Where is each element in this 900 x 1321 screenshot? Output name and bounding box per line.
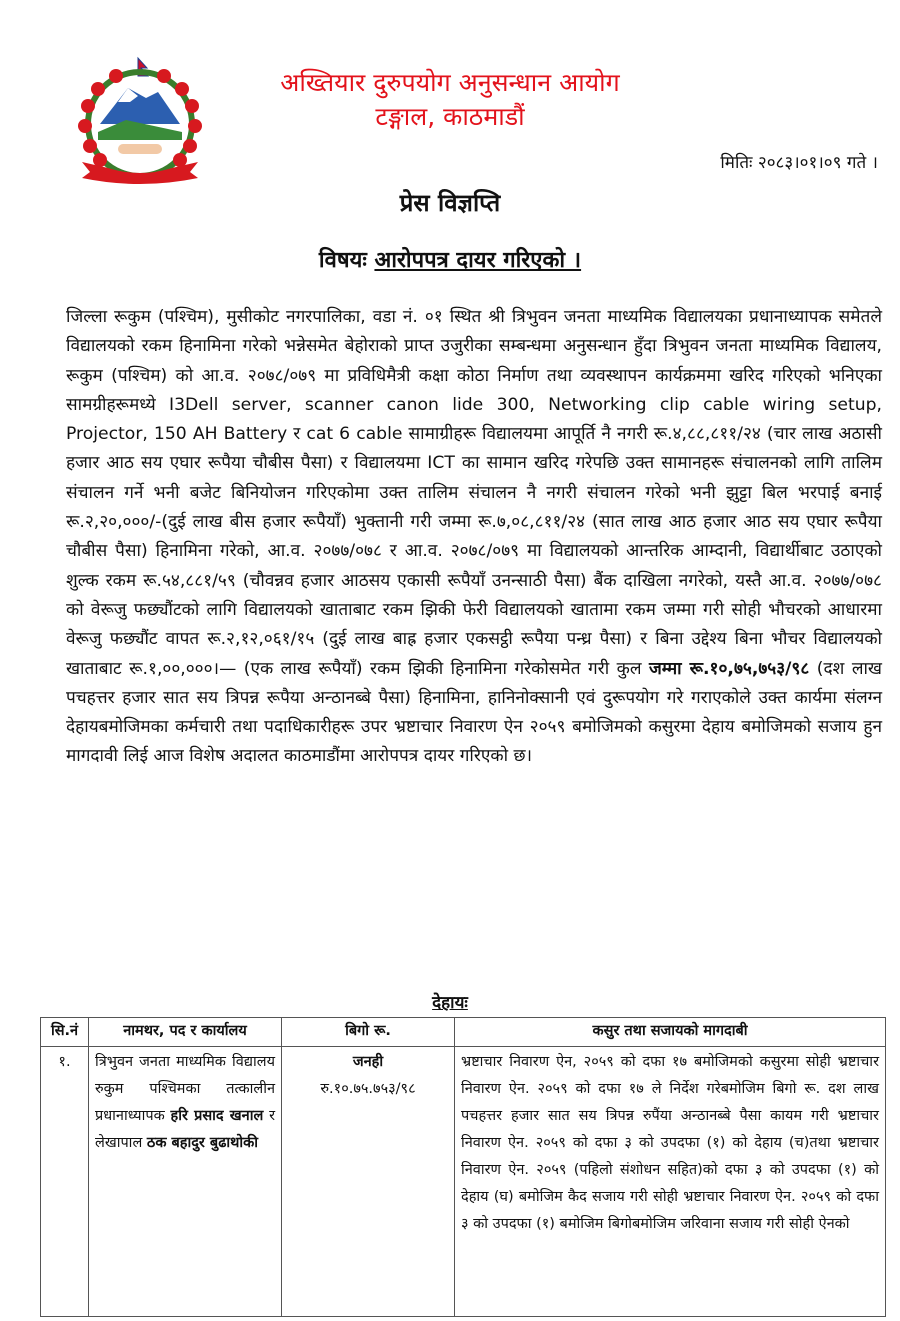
accused-table: [40, 1017, 886, 1317]
header-serial: सि.नं: [41, 1018, 89, 1047]
document-date: मितिः २०८३।०१।०९ गते ।: [720, 153, 878, 173]
name-prefix: त्रिभुवन जनता माध्यमिक विद्यालय रुकुम पश्चिमका तत्कालीन प्रधानाध्यापक: [95, 1054, 275, 1124]
organization-header: [240, 66, 660, 134]
accused-name-1: हरि प्रसाद खनाल: [170, 1108, 264, 1124]
organization-location: टङ्गाल, काठमाडौं: [375, 102, 525, 131]
name-middle: र लेखापाल: [95, 1108, 276, 1151]
subject-text: आरोपपत्र दायर गरिएको ।: [374, 248, 582, 273]
nepal-coat-of-arms-icon: [68, 54, 213, 184]
table-row: [41, 1047, 886, 1317]
body-part-2: (दश लाख पचहत्तर हजार सात सय त्रिपन्न रूपैया अन्ठानब्बे पैसा) हिनामिना, हानिनोक्सानी एवं दुरूपयोग गरे गराएकोले उक्त कार्यमा संलग्न देहायबमोजिमका कर्मचारी तथा पदाधिकारीहरू उपर भ्रष्टाचार निवारण ऐन २०५९ बमोजिमको कसुरमा देहाय बमोजिमको सजाय हुन मागदावी लिई आज विशेष अदालत काठमाडौंमा आरोपपत्र दायर गरिएको छ।: [66, 658, 882, 767]
bigo-amount: रु.१०.७५.७५३/९८: [320, 1081, 416, 1097]
accused-name-2: ठक बहादुर बुढाथोकी: [146, 1135, 259, 1151]
cell-name: [89, 1047, 282, 1317]
header-bigo: बिगो रू.: [282, 1018, 455, 1047]
subject-label: विषयः: [318, 248, 367, 273]
bigo-label: जनही: [352, 1054, 384, 1070]
header-name: नामथर, पद र कार्यालय: [89, 1018, 282, 1047]
cell-bigo: [282, 1047, 455, 1317]
cell-serial: १.: [41, 1047, 89, 1317]
cell-charge: भ्रष्टाचार निवारण ऐन, २०५९ को दफा १७ बमोजिमको कसुरमा सोही भ्रष्टाचार निवारण ऐन. २०५९ को दफा १७ ले निर्देश गरेबमोजिम बिगो रू. दश लाख पचहत्तर हजार सात सय त्रिपन्न रुपैंया अन्ठानब्बे पैसा कायम गरी भ्रष्टाचार निवारण ऐन. २०५९ को दफा ३ को उपदफा (१) को देहाय (च)तथा भ्रष्टाचार निवारण ऐन. २०५९ (पहिलो संशोधन सहित)को दफा ३ को उपदफा (१) को देहाय (घ) बमोजिम कैद सजाय गरी सोही भ्रष्टाचार निवारण ऐन. २०५९ को दफा ३ को उपदफा (१) बमोजिम बिगोबमोजिम जरिवाना सजाय गरी सोही ऐनको: [455, 1047, 886, 1317]
table-header-row: [41, 1018, 886, 1047]
header-charge: कसुर तथा सजायको मागदाबी: [455, 1018, 886, 1047]
body-part-1: जिल्ला रूकुम (पश्चिम), मुसीकोट नगरपालिका, वडा नं. ०१ स्थित श्री त्रिभुवन जनता माध्यमिक विद्यालयका प्रधानाध्यापक समेतले विद्यालयको रकम हिनामिना गरेको भन्नेसमेत बेहोराको प्राप्त उजुरीका सम्बन्धमा अनुसन्धान हुँदा त्रिभुवन जनता माध्यमिक विद्यालय, रूकुम (पश्चिम) को आ.व. २०७८/०७९ मा प्रविधिमैत्री कक्षा कोठा निर्माण तथा व्यवस्थापन कार्यक्रममा खरिद गरिएको भनिएका सामग्रीहरूमध्ये I3Dell server, scanner canon lide 300, Networking clip cable wiring setup, Projector, 150 AH Battery र cat 6 cable सामाग्रीहरू विद्यालयमा आपूर्ति नै नगरी रू.४,८८,८११/२४ (चार लाख अठासी हजार आठ सय एघार रूपैया चौबीस पैसा) र विद्यालयमा ICT का सामान खरिद गरेपछि उक्त सामानहरू संचालनको लागि तालिम संचालन गर्ने भनी बजेट बिनियोजन गरिएकोमा उक्त तालिम संचालन नै नगरी संचालन गरेको भनी झुट्टा बिल भरपाई बनाई रू.२,२०,०००/-(दुई लाख बीस हजार रूपैयाँ) भुक्तानी गरी जम्मा रू.७,०८,८११/२४ (सात लाख आठ हजार आठ सय एघार रूपैया चौबीस पैसा) हिनामिना गरेको, आ.व. २०७७/०७८ र आ.व. २०७८/०७९ मा विद्यालयको आन्तरिक आम्दानी, विद्यार्थीबाट उठाएको शुल्क रकम रू.५४,८८१/५९ (चौवन्नव हजार आठसय एकासी रूपैयाँ उनन्साठी पैसा) बैंक दाखिला नगरेको, यस्तै आ.व. २०७७/०७८ को वेरूजु फछ्यौंटको लागि विद्यालयको खाताबाट रकम झिकी फेरी विद्यालयको खातामा रकम जम्मा गरी सोही भौचरको आधारमा वेरूजु फछ्यौंट वापत रू.२,१२,०६१/१५ (दुई लाख बाह्र हजार एकसट्ठी रूपैया पन्ध्र पैसा) र बिना उद्देश्य बिना भौचर विद्यालयको खाताबाट रू.१,००,०००।— (एक लाख रूपैयाँ) रकम झिकी हिनामिना गरेकोसमेत गरी कुल: [66, 307, 882, 679]
document-title: प्रेस विज्ञप्ति: [399, 189, 501, 217]
annex-title: देहायः: [432, 993, 468, 1013]
press-release-body: [66, 303, 882, 772]
subject-line: [0, 244, 900, 274]
organization-name: अख्तियार दुरुपयोग अनुसन्धान आयोग: [280, 68, 620, 97]
total-amount: जम्मा रू.१०,७५,७५३/९८: [649, 658, 810, 679]
